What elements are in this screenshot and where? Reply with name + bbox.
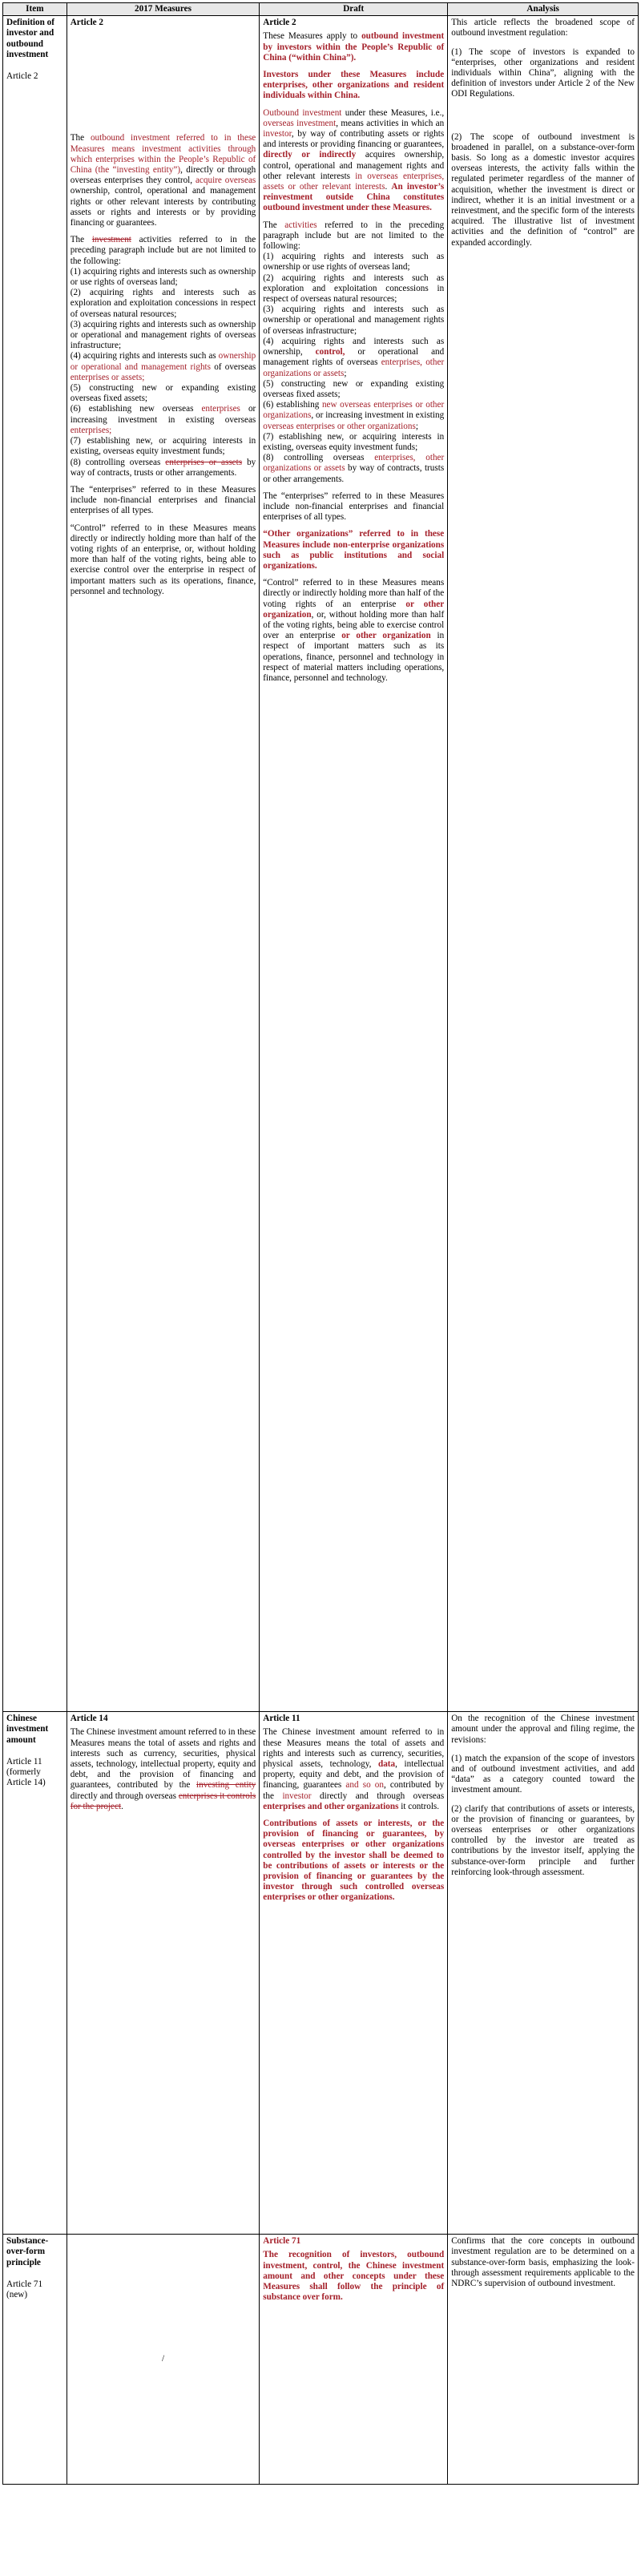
list-item: (6) establishing new overseas enterprises or increasing investment in existing overseas enterprises; — [70, 404, 256, 435]
analysis-intro: This article reflects the broadened scope of outbound investment regulation: — [451, 18, 635, 38]
item-title: Substance-over-form principle — [6, 2236, 49, 2267]
comparison-table — [2, 2, 639, 2485]
draft-cell — [260, 2235, 448, 2485]
item-article-ref: Article 11 (formerly Article 14) — [6, 1756, 46, 1788]
list-item: (8) controlling overseas enterprises, other organizations or assets by way of contracts, trusts or other arrangements. — [263, 453, 445, 484]
list-item: (7) establishing new, or acquiring interests in existing, overseas equity investment funds; — [70, 436, 256, 457]
paragraph: The activities referred to in the preceding paragraph include but are not limited to the following: — [263, 220, 445, 252]
article-heading: Article 11 — [263, 1714, 300, 1724]
list-item: (3) acquiring rights and interests such as ownership or operational and management rights of overseas infrastructure; — [263, 305, 445, 336]
article-heading: Article 14 — [70, 1714, 108, 1724]
measures-2017-cell — [67, 1712, 260, 2235]
list-item: (1) acquiring rights and interests such as ownership or use rights of overseas land; — [70, 266, 256, 288]
paragraph: “Control” referred to in these Measures means directly or indirectly holding more than half of the voting rights of an enterprise, or, without holding more than half of the voting rights, being able to exercise control over the enterprise in respect of important matters such as its operations, finance, personnel and technology. — [70, 523, 256, 596]
header-item: Item — [3, 3, 67, 16]
paragraph: Contributions of assets or interests, or the provision of financing or guarantees, by overseas enterprises or other organizations controlled by the investor shall be deemed to be contributions of assets or interests or the provision of financing or guarantees by the investor through such controlled overseas enterprises or other organizations. — [263, 1819, 445, 1903]
analysis-point: (1) match the expansion of the scope of investors and of outbound investment activities, and add “data” as a category counted toward the investment amount. — [451, 1753, 635, 1795]
analysis-cell — [448, 2235, 639, 2485]
article-heading: Article 2 — [70, 18, 104, 28]
paragraph: These Measures apply to outbound investment by investors within the People’s Republic of China (“within China”). — [263, 31, 445, 63]
paragraph: The Chinese investment amount referred to in these Measures means the total of assets and rights and interests such as currency, securities, physical assets, technology, data, intellectual property, equity and debt, and the provision of financing, guarantees and so on, contributed by the investor directly and through overseas enterprises and other organizations it controls. — [263, 1727, 445, 1811]
paragraph: The outbound investment referred to in these Measures means investment activities through which enterprises within the People’s Republic of China (the “investing entity”), directly or through overseas enterprises they control, acquire overseas ownership, control, operational and management rights or other relevant interests by contributing assets or rights and interests or by providing financing or guarantees. — [70, 133, 256, 228]
list-item: (7) establishing new, or acquiring interests in existing, overseas equity investment funds; — [263, 431, 445, 452]
paragraph: Outbound investment under these Measures, i.e., overseas investment, means activities in which an investor, by way of contributing assets or rights and interests or providing financing or guarantees, directly or indirectly acquires ownership, control, operational and management rights and other relevant interests in overseas enterprises, assets or other relevant interests. An investor’s reinvestment outside China constitutes outbound investment under these Measures. — [263, 107, 445, 213]
item-cell — [3, 16, 67, 1712]
row-investment-amount — [3, 1712, 639, 2235]
not-applicable-mark: / — [161, 2354, 165, 2364]
row-investor-definition — [3, 16, 639, 1712]
paragraph: The recognition of investors, outbound investment, control, the Chinese investment amount and other concepts under these Measures shall follow the principle of substance over form. — [263, 2250, 445, 2303]
analysis-point: (2) The scope of outbound investment is broadened in parallel, on a substance-over-form basis. So long as a domestic investor acquires overseas interests, the activity falls within the regulated perimeter regardless of the manner of acquisition, whether the investment is direct or indirect, whether it is an initial investment or a reinvestment, and the specific form of the interests acquired. The illustrative list of investment activities and the definition of “control” are expanded accordingly. — [451, 131, 635, 248]
list-item: (5) constructing new or expanding existing overseas fixed assets; — [70, 383, 256, 404]
draft-cell — [260, 16, 448, 1712]
header-analysis: Analysis — [448, 3, 639, 16]
measures-2017-cell — [67, 2235, 260, 2485]
article-heading: Article 71 — [263, 2236, 301, 2247]
paragraph: “Other organizations” referred to in these Measures include non-enterprise organizations such as public institutions and social organizations. — [263, 529, 445, 571]
spacer — [71, 31, 256, 133]
list-item: (6) establishing new overseas enterprises or other organizations, or increasing investment in existing overseas enterprises or other organizations; — [263, 400, 445, 431]
paragraph: The Chinese investment amount referred to in these Measures means the total of assets and rights and interests such as currency, securities, physical assets, technology, intellectual property, equity and debt, and the provision of financing and guarantees, contributed by the investing entity directly and through overseas enterprises it controls for the project. — [70, 1727, 256, 1811]
item-article-ref: Article 2 — [6, 71, 38, 82]
header-row — [3, 3, 639, 16]
list-item: (2) acquiring rights and interests such as exploration and exploitation concessions in respect of overseas natural resources; — [70, 288, 256, 319]
measures-2017-cell — [67, 16, 260, 1712]
analysis-point: (1) The scope of investors is expanded to “enterprises, other organizations and resident individuals within China”, aligning with the definition of investors under Article 2 of the New ODI Regulations. — [451, 46, 635, 99]
paragraph: “Control” referred to in these Measures means directly or indirectly holding more than half of the voting rights of an enterprise or other organization, or, without holding more than half of the voting rights, being able to exercise control over an enterprise or other organization in respect of important matters such as its operations, finance, personnel and technology in respect of material matters including operations, finance, personnel and technology. — [263, 578, 445, 683]
item-article-ref: Article 71 (new) — [6, 2279, 43, 2300]
analysis-intro: On the recognition of the Chinese investment amount under the approval and filing regime, the revisions: — [451, 1714, 635, 1745]
item-cell — [3, 1712, 67, 2235]
list-item: (5) constructing new or expanding existing overseas fixed assets; — [263, 378, 445, 399]
list-item: (1) acquiring rights and interests such as ownership or use rights of overseas land; — [263, 252, 445, 273]
header-2017-measures: 2017 Measures — [67, 3, 260, 16]
paragraph: Investors under these Measures include enterprises, other organizations and resident individuals within China. — [263, 70, 445, 101]
header-draft: Draft — [260, 3, 448, 16]
analysis-text: Confirms that the core concepts in outbound investment regulation are to be determined on a substance-over-form basis, emphasizing the look-through assessment requirements applicable to the NDRC’s supervision of outbound investment. — [451, 2236, 635, 2289]
list-item: (2) acquiring rights and interests such as exploration and exploitation concessions in respect of overseas natural resources; — [263, 273, 445, 305]
list-item: (8) controlling overseas enterprises or assets by way of contracts, trusts or other arrangements. — [70, 457, 256, 478]
item-title: Chinese investment amount — [6, 1714, 49, 1745]
analysis-point: (2) clarify that contributions of assets or interests, or the provision of financing or guarantees, by overseas enterprises or other organizations controlled by the investor are treated as contributions by the investor itself, applying the substance-over-form principle and further reinforcing look-through assessment. — [451, 1803, 635, 1877]
paragraph: The “enterprises” referred to in these Measures include non-financial enterprises and financial enterprises of all types. — [263, 491, 445, 523]
analysis-cell — [448, 1712, 639, 2235]
draft-cell — [260, 1712, 448, 2235]
paragraph: The investment activities referred to in the preceding paragraph include but are not limited to the following: — [70, 235, 256, 266]
item-cell — [3, 2235, 67, 2485]
list-item: (4) acquiring rights and interests such as ownership or operational and management rights of overseas enterprises or assets; — [70, 351, 256, 382]
list-item: (3) acquiring rights and interests such as ownership or operational and management rights of overseas infrastructure; — [70, 319, 256, 351]
row-substance-over-form — [3, 2235, 639, 2485]
analysis-cell — [448, 16, 639, 1712]
article-heading: Article 2 — [263, 18, 296, 28]
paragraph: The “enterprises” referred to in these Measures include non-financial enterprises and financial enterprises of all types. — [70, 484, 256, 516]
list-item: (4) acquiring rights and interests such as ownership, control, or operational and management rights of overseas enterprises, other organizations or assets; — [263, 336, 445, 378]
item-title: Definition of investor and outbound investment — [6, 18, 54, 59]
